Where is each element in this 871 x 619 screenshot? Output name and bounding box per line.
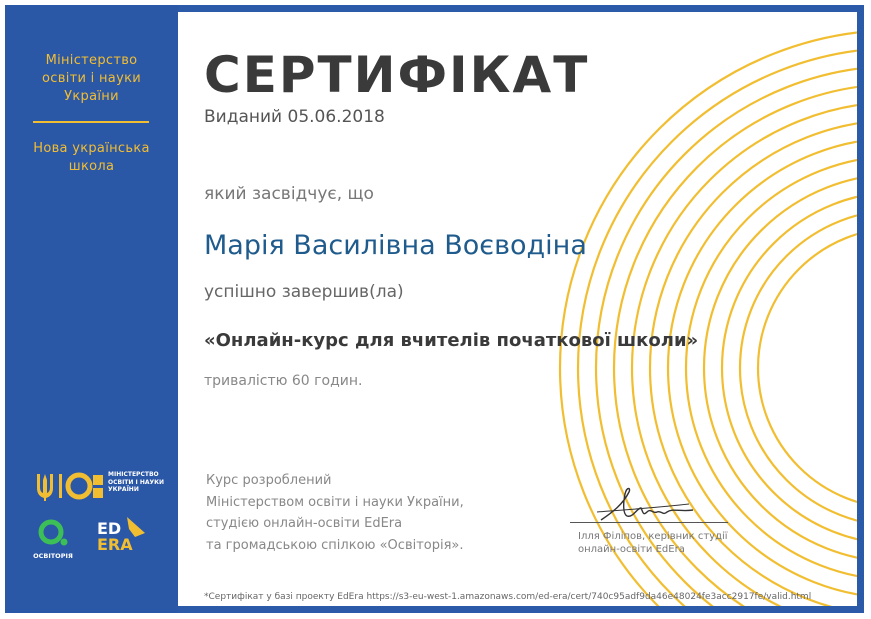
verification-footnote: *Сертифікат у базі проекту EdEra https://s3-eu-west-1.amazonaws.com/ed-era/cert/740c95adf9da46e48024fe3acc2917fe/valid.html <box>204 592 812 602</box>
ministry-name: Міністерство освіти і науки України <box>42 53 141 104</box>
completed-text: успішно завершив(ла) <box>204 282 404 302</box>
issue-date: Виданий 05.06.2018 <box>204 107 385 127</box>
edera-logo: ED ERA <box>95 515 155 566</box>
signature-icon <box>593 482 703 526</box>
course-duration: тривалістю 60 годин. <box>204 373 363 389</box>
certifies-text: який засвідчує, що <box>204 184 374 204</box>
osvitoria-logo: ОСВІТОРІЯ <box>33 518 73 560</box>
developers-block: Курс розроблений Міністерством освіти і науки України, студією онлайн-освіти EdEra та громадською спілкою «Освіторія». <box>206 473 464 553</box>
sidebar <box>5 5 178 613</box>
certificate-title: СЕРТИФІКАТ <box>204 46 590 104</box>
signature-caption: Ілля Філіпов, керівник студії онлайн-освіти EdEra <box>578 531 728 555</box>
osvitoria-ring-icon <box>36 518 70 548</box>
program-name: Нова українська школа <box>33 141 150 174</box>
course-title: «Онлайн-курс для вчителів початкової школи» <box>204 330 699 351</box>
ministry-logo-text: МІНІСТЕРСТВО ОСВІТИ І НАУКИ УКРАЇНИ <box>108 471 165 493</box>
sidebar-divider <box>33 121 149 123</box>
signature-line <box>570 522 728 523</box>
certificate-sheet <box>178 12 857 606</box>
recipient-name: Марія Василівна Воєводіна <box>204 230 587 261</box>
